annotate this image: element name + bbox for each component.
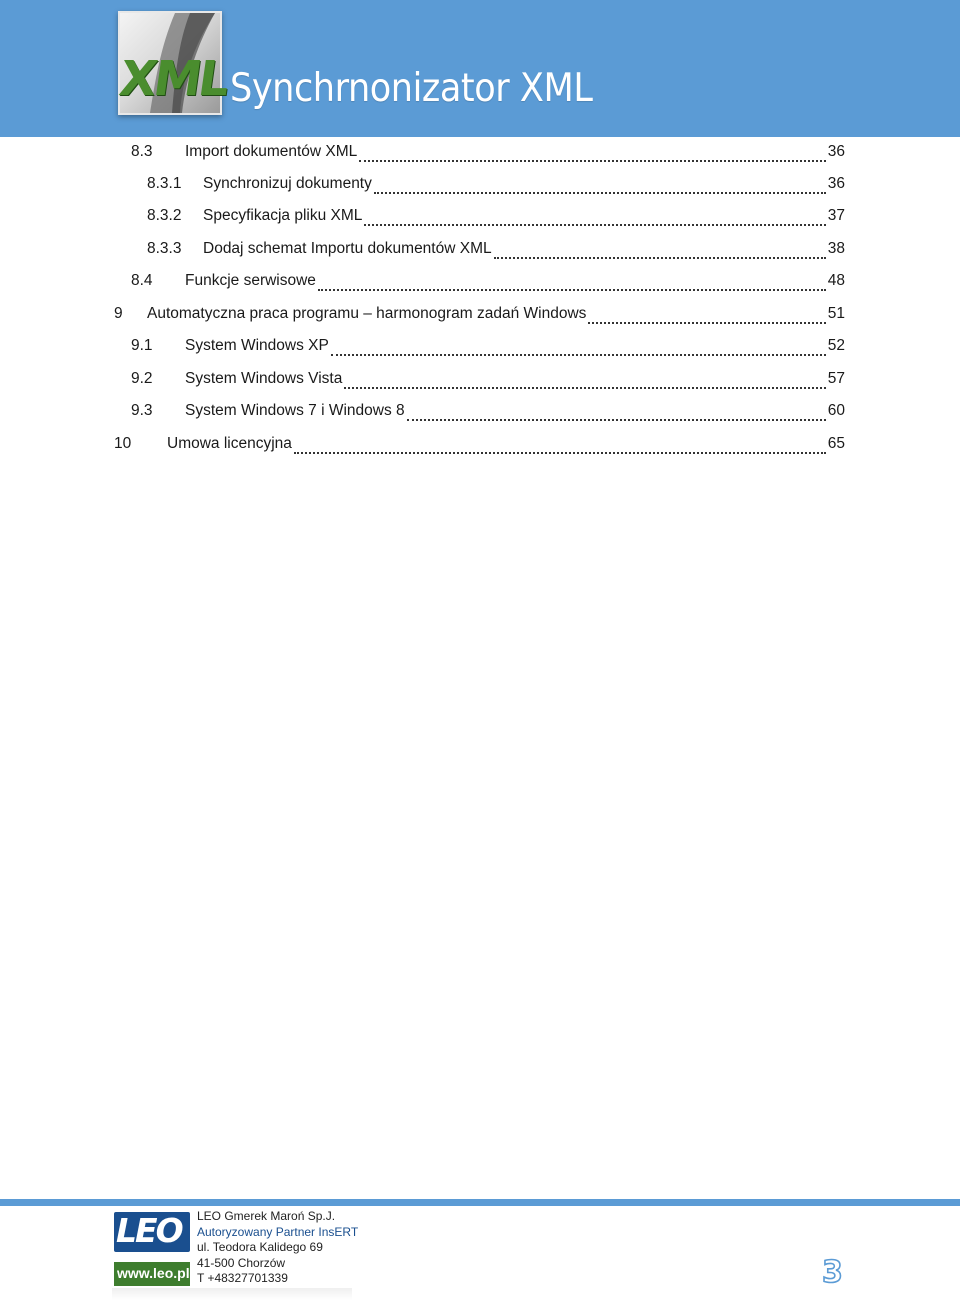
toc-page-number: 60 bbox=[827, 402, 845, 419]
toc-page-number: 48 bbox=[827, 272, 845, 289]
leo-url: www.leo.pl bbox=[117, 1265, 190, 1281]
leo-logo-text: LEO bbox=[116, 1211, 182, 1250]
page-number: 3 bbox=[822, 1255, 843, 1290]
toc-entry[interactable] bbox=[131, 272, 845, 294]
toc-number: 9.2 bbox=[131, 370, 153, 387]
toc-entry[interactable] bbox=[147, 207, 845, 229]
footer-divider bbox=[0, 1199, 960, 1206]
toc-title: Automatyczna praca programu – harmonogram zadań Windows bbox=[147, 305, 587, 322]
toc-entry[interactable] bbox=[114, 435, 845, 457]
toc-leader-dots bbox=[359, 158, 826, 162]
toc-entry[interactable] bbox=[147, 175, 845, 197]
toc-number: 9.1 bbox=[131, 337, 153, 354]
toc-number: 8.3.2 bbox=[147, 207, 182, 224]
toc-title: Synchronizuj dokumenty bbox=[203, 175, 372, 192]
toc-title: Umowa licencyjna bbox=[167, 435, 292, 452]
toc-title: System Windows 7 i Windows 8 bbox=[185, 402, 405, 419]
toc-leader-dots bbox=[588, 320, 826, 324]
app-title: Synchrnonizator XML bbox=[230, 66, 593, 111]
company-info bbox=[197, 1209, 358, 1287]
toc-page-number: 57 bbox=[827, 370, 845, 387]
toc-number: 10 bbox=[114, 435, 132, 452]
company-name: LEO Gmerek Maroń Sp.J. bbox=[197, 1209, 336, 1223]
company-city: 41-500 Chorzów bbox=[197, 1255, 286, 1270]
toc-leader-dots bbox=[364, 222, 826, 226]
company-street: ul. Teodora Kalidego 69 bbox=[197, 1240, 323, 1254]
toc-leader-dots bbox=[318, 287, 826, 291]
toc-entry[interactable] bbox=[131, 402, 845, 424]
company-partner: Autoryzowany Partner InsERT bbox=[197, 1224, 359, 1239]
page-footer bbox=[112, 1208, 359, 1292]
toc-entry[interactable] bbox=[131, 370, 845, 392]
toc-leader-dots bbox=[294, 450, 826, 454]
toc-title: Dodaj schemat Importu dokumentów XML bbox=[203, 240, 492, 257]
toc-number: 8.3 bbox=[131, 143, 153, 160]
toc-page-number: 51 bbox=[827, 305, 845, 322]
toc-number: 9.3 bbox=[131, 402, 153, 419]
toc-title: Import dokumentów XML bbox=[185, 143, 358, 160]
company-phone: T +48327701339 bbox=[197, 1271, 288, 1285]
toc-page-number: 38 bbox=[827, 240, 845, 257]
toc-number: 8.3.3 bbox=[147, 240, 182, 257]
toc-page-number: 52 bbox=[827, 337, 845, 354]
toc-leader-dots bbox=[331, 352, 826, 356]
toc-title: Specyfikacja pliku XML bbox=[203, 207, 363, 224]
page-header bbox=[0, 0, 960, 137]
toc-title: Funkcje serwisowe bbox=[185, 272, 316, 289]
toc-leader-dots bbox=[494, 255, 826, 259]
toc-leader-dots bbox=[407, 417, 826, 421]
toc-number: 8.3.1 bbox=[147, 175, 182, 192]
toc-number: 8.4 bbox=[131, 272, 153, 289]
xml-logo bbox=[116, 11, 231, 115]
toc-entry[interactable] bbox=[131, 337, 845, 359]
toc-entry[interactable] bbox=[131, 143, 845, 165]
toc-page-number: 36 bbox=[827, 175, 845, 192]
toc-entry[interactable] bbox=[147, 240, 845, 262]
toc-title: System Windows Vista bbox=[185, 370, 343, 387]
toc-title: System Windows XP bbox=[185, 337, 329, 354]
footer-reflection bbox=[112, 1288, 352, 1300]
logo-text: XML bbox=[116, 51, 231, 107]
toc-number: 9 bbox=[114, 305, 123, 322]
toc-entry[interactable] bbox=[114, 305, 845, 327]
toc-leader-dots bbox=[374, 190, 826, 194]
toc-leader-dots bbox=[344, 385, 826, 389]
toc-page-number: 65 bbox=[827, 435, 845, 452]
toc-page-number: 36 bbox=[827, 143, 845, 160]
leo-logo bbox=[112, 1208, 190, 1288]
toc-page-number: 37 bbox=[827, 207, 845, 224]
